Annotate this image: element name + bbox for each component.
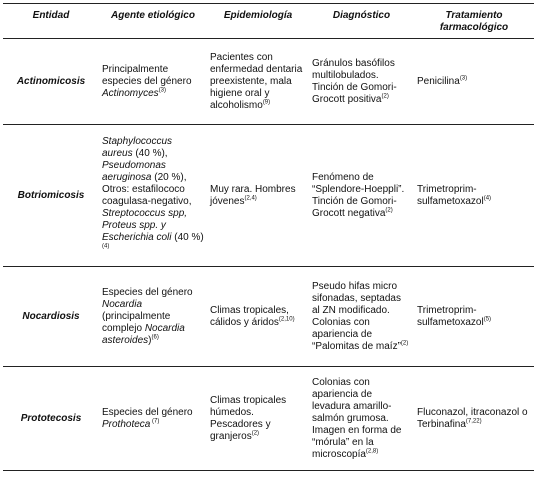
reference-superscript: (9)	[262, 99, 271, 106]
header-row	[3, 4, 534, 39]
epidemiology-cell	[207, 367, 309, 471]
table-row	[3, 267, 534, 367]
reference-superscript: (2,8)	[365, 448, 379, 455]
diagnosis-cell	[309, 125, 414, 267]
treatment-cell	[414, 267, 534, 367]
cell-text-segment: (20 %), Otros: estafilococo coagulasa-negativo,	[102, 171, 192, 207]
cell-text-segment: Especies del género	[102, 286, 193, 298]
cell-text-segment: Trimetroprim-sulfametoxazol	[417, 183, 484, 207]
cell-text-segment: (40 %)	[171, 231, 204, 243]
cell-text-segment: Fluconazol, itraconazol o Terbinafina	[417, 406, 528, 430]
cell-text-segment: Pseudomonas aeruginosa	[102, 159, 166, 183]
reference-superscript: (2)	[385, 207, 393, 214]
agent-cell	[99, 125, 207, 267]
cell-text-segment: )	[148, 334, 152, 346]
cell-text-segment: Colonias con apariencia de levadura amarillo-salmón grumosa. Imagen en forma de “mórula” en la microscopía	[312, 376, 402, 460]
clinical-comparison-table	[3, 3, 534, 471]
cell-text-segment: Prothoteca	[102, 418, 151, 430]
epidemiology-cell	[207, 125, 309, 267]
treatment-cell	[414, 367, 534, 471]
cell-text-segment: Gránulos basófilos multilobulados. Tinción de Gomori-Grocott positiva	[312, 57, 397, 105]
reference-superscript: (3)	[158, 87, 167, 94]
cell-text-segment: Muy rara. Hombres jóvenes	[210, 183, 296, 207]
table-row	[3, 367, 534, 471]
cell-text-segment: Climas tropicales húmedos. Pescadores y granjeros	[210, 394, 287, 442]
agent-cell	[99, 367, 207, 471]
cell-text-segment: Staphylococcus aureus	[102, 135, 173, 159]
reference-superscript: (7)	[150, 418, 160, 425]
epidemiology-cell	[207, 39, 309, 125]
diagnosis-cell	[309, 267, 414, 367]
table-row	[3, 125, 534, 267]
reference-superscript: (2)	[400, 340, 409, 347]
table-body	[3, 39, 534, 471]
reference-superscript: (6)	[151, 334, 159, 341]
cell-text-segment: (40 %),	[132, 147, 168, 159]
header-epidemiologia: Epidemiología	[207, 4, 309, 39]
reference-superscript: (2,4)	[244, 195, 257, 202]
cell-text-segment: Pseudo hifas micro sifonadas, septadas al ZN modificado. Colonias con apariencia de “Palomitas de maíz”	[312, 280, 401, 352]
reference-superscript: (5)	[483, 316, 492, 323]
cell-text-segment: Penicilina	[417, 75, 460, 87]
cell-text-segment: Streptococcus spp, Proteus spp. y Escherichia coli	[102, 207, 188, 243]
treatment-cell	[414, 39, 534, 125]
header-tratamiento: Tratamiento farmacológico	[414, 4, 534, 39]
cell-text-segment: Nocardia asteroides	[102, 322, 185, 346]
diagnosis-cell	[309, 39, 414, 125]
cell-text-segment: Nocardia	[102, 298, 143, 310]
diagnosis-cell	[309, 367, 414, 471]
entity-cell: Prototecosis	[3, 367, 99, 471]
cell-text-segment: Principalmente especies del género	[102, 63, 192, 87]
entity-cell: Actinomicosis	[3, 39, 99, 125]
agent-cell	[99, 267, 207, 367]
reference-superscript: (3)	[459, 75, 468, 82]
header-entidad: Entidad	[3, 4, 99, 39]
table-header	[3, 4, 534, 39]
reference-superscript: (2)	[381, 93, 389, 100]
reference-superscript: (2,10)	[278, 316, 295, 323]
header-agente-etiologico: Agente etiológico	[99, 4, 207, 39]
header-diagnostico: Diagnóstico	[309, 4, 414, 39]
cell-text-segment: Actinomyces	[102, 87, 159, 99]
reference-superscript: (2)	[251, 430, 260, 437]
table-row	[3, 39, 534, 125]
cell-text-segment: Especies del género	[102, 406, 193, 418]
reference-superscript: (7,22)	[465, 418, 482, 425]
entity-cell: Nocardiosis	[3, 267, 99, 367]
epidemiology-cell	[207, 267, 309, 367]
agent-cell	[99, 39, 207, 125]
cell-text-segment: (principalmente complejo	[102, 310, 171, 334]
cell-text-segment: Pacientes con enfermedad dentaria preexistente, mala higiene oral y alcoholismo	[210, 51, 303, 111]
reference-superscript: (4)	[483, 195, 492, 202]
reference-superscript: (4)	[102, 243, 110, 250]
entity-cell: Botriomicosis	[3, 125, 99, 267]
treatment-cell	[414, 125, 534, 267]
cell-text-segment: Trimetroprim-sulfametoxazol	[417, 304, 484, 328]
cell-text-segment: Climas tropicales, cálidos y áridos	[210, 304, 289, 328]
cell-text-segment: Fenómeno de “Splendore-Hoeppli”. Tinción de Gomori-Grocott negativa	[312, 171, 405, 219]
